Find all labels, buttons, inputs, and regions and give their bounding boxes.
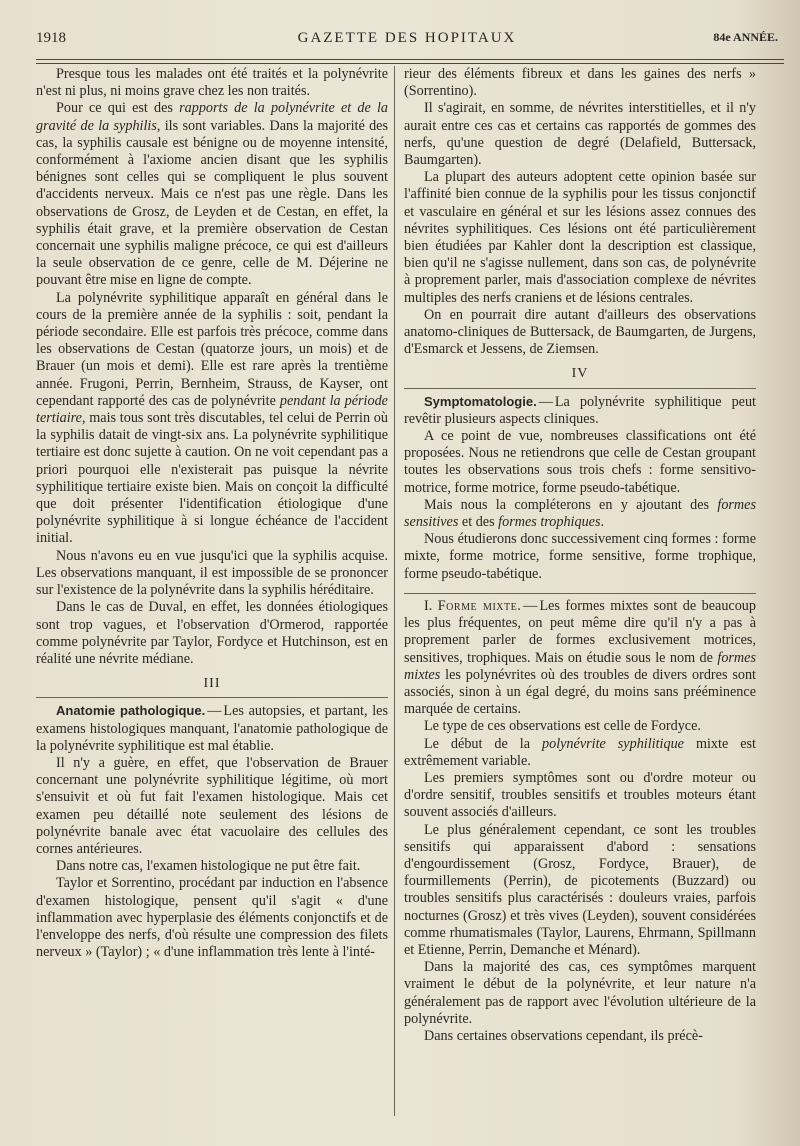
italic-phrase: formes trophiques xyxy=(498,514,601,531)
paragraph: Le type de ces observations est celle de Fordyce. xyxy=(424,718,701,735)
paragraph: Dans notre cas, l'examen histologique ne put être fait. xyxy=(56,858,361,875)
paragraph: Il n'y a guère, en effet, que l'observation de Brauer concernant une polynévrite syphilitique légitime, où mort s'ensuivit et où fut fait l'examen histologique. Mais cet examen peu détaillé note seulement des lésions de polynévrite banale avec état vacuolaire des cellules des cornes antérieures. xyxy=(36,754,388,857)
paragraph: I. Forme mixte. — Les formes mixtes sont de beaucoup les plus fréquentes, on peut même dire qu'il n'y a pas à proprement parler de formes exclusivement motrices, sensitives, trophiques. Mais on étudie sous le nom de formes mixtes les polynévrites où des troubles de divers ordres sont associés, sinon à un égal degré, du moins sans prééminence marquée de certains. xyxy=(404,597,756,718)
paragraph: Nous n'avons eu en vue jusqu'ici que la syphilis acquise. Les observations manquant, il est impossible de se prononcer sur l'existence de la polynévrite dans la syphilis héréditaire. xyxy=(36,547,388,599)
section-rule xyxy=(36,697,388,698)
header-rule-top xyxy=(36,59,784,60)
italic-phrase: formes mixtes xyxy=(404,649,756,683)
paragraph: rieur des éléments fibreux et dans les gaines des nerfs » (Sorrentino). xyxy=(404,66,756,100)
running-header xyxy=(36,30,778,50)
paragraph: Dans le cas de Duval, en effet, les données étiologiques sont trop vagues, et l'observation d'Ormerod, rapportée comme polynévrite par Taylor, Fordyce et Hutchinson, est en réalité une névrite médiane. xyxy=(36,599,388,667)
paragraph: Le plus généralement cependant, ce sont les troubles sensitifs qui apparaissent d'abord : sensations d'engourdissement (Grosz, Fordyce, Brauer), de fourmillements (Perrin), de picotements (Buzzard) ou troubles sensitifs plus caractérisés : douleurs vraies, parfois nocturnes (Grosz) et très vives (Leyden), souvent considérées comme rhumatismales (Taylor, Laurens, Ehrmann, Spillmann et Etienne, Perrin, Demanche et Ménard). xyxy=(404,821,756,958)
left-column xyxy=(36,66,388,961)
italic-phrase: rapports de la polynévrite et de la gravité de la syphilis xyxy=(36,100,388,134)
paragraph: Pour ce qui est des rapports de la polynévrite et de la gravité de la syphilis, ils sont variables. Dans la majorité des cas, la syphilis causale est bénigne ou de moyenne intensité, conformément à l'axiome ancien disant que les syphilis bénignes sont celles qui se compliquent le plus souvent d'accidents nerveux. Mais ce n'est pas une règle. Dans les observations de Grosz, de Leyden et de Cestan, en effet, la syphilis était grave, et la première observation de Cestan concernait une syphilis maligne précoce, ce qui est d'ailleurs la seule observation de ce genre, celle de M. Déjerine ne pouvant être mise en ligne de compte. xyxy=(36,100,388,289)
italic-phrase: pendant la période tertiaire xyxy=(36,392,388,427)
paragraph: Mais nous la compléterons en y ajoutant des formes sensitives et des formes trophiques. xyxy=(404,496,756,531)
paragraph: Les premiers symptômes sont ou d'ordre moteur ou d'ordre sensitif, troubles sensitifs et troubles moteurs étant souvent associés d'ailleurs. xyxy=(404,769,756,821)
section-rule xyxy=(404,388,756,389)
paragraph: Taylor et Sorrentino, procédant par induction en l'absence d'examen histologique, pensent qu'il s'agit « d'une inflammation avec hyperplasie des éléments conjonctifs et de l'enveloppe des nerfs, d'où résulte une compression des filets nerveux » (Taylor) ; « d'une inflammation très lente à l'inté- xyxy=(36,875,388,961)
year-label: 84e ANNÉE. xyxy=(713,30,778,44)
italic-phrase: polynévrite syphilitique xyxy=(542,735,684,752)
section-heading: Anatomie pathologique. xyxy=(56,703,206,719)
paragraph: Dans la majorité des cas, ces symptômes marquent vraiment le début de la polynévrite, et leur nature n'a généralement pas de rapport avec l'évolution ultérieure de la polynévrite. xyxy=(404,959,756,1027)
paragraph: Le début de la polynévrite syphilitique mixte est extrêmement variable. xyxy=(404,735,756,769)
paragraph: La polynévrite syphilitique apparaît en général dans le cours de la première année de la syphilis : soit, pendant la période secondaire. Elle est parfois très précoce, comme dans les observations de Cestan (quatorze jours, un mois) et de Brauer (un mois et demi). Elle est rare après la trentième année. Frugoni, Perrin, Bernheim, Strauss, de Kayser, ont cependant rapporté des cas de polynévrite pendant la période tertiaire, mais tous sont très discutables, tel celui de Perrin où la syphilis datait de vingt-six ans. La polynévrite syphilitique tertiaire est donc sujette à caution. On ne voit cependant pas a priori pourquoi elle n'existerait pas puisque la névrite syphilitique tertiaire existe bien. Mais on conçoit la difficulté que doit présenter l'identification étiologique d'une polynévrite syphilitique à si longue échéance de l'accident initial. xyxy=(36,289,388,547)
header-rule-bottom xyxy=(36,63,784,64)
section-heading: Symptomatologie. xyxy=(424,393,537,409)
paragraph: La plupart des auteurs adoptent cette opinion basée sur l'affinité bien connue de la syphilis pour les tissus conjonctif et vasculaire en général et sur les lésions assez connues des névrites syphilitiques. Ces lésions ont été particulièrement bien étudiées par Kahler dont la description est classique, bien qu'il ne s'agisse nullement, dans son cas, de polynévrite à proprement parler, mais d'association complexe de névrites multiples des nerfs craniens et de lésions centrales. xyxy=(404,169,756,306)
section-number: IV xyxy=(571,366,589,382)
paragraph: Presque tous les malades ont été traités et la polynévrite n'est ni plus, ni moins grave chez les non traités. xyxy=(36,66,388,100)
subsection-number: I. xyxy=(424,597,433,614)
paragraph: Anatomie pathologique. — Les autopsies, et partant, les examens histologiques manquant, l'anatomie pathologique de la polynévrite syphilitique est mal établie. xyxy=(36,703,388,754)
column-divider xyxy=(394,66,395,1116)
paragraph: Symptomatologie. — La polynévrite syphilitique peut revêtir plusieurs aspects cliniques. xyxy=(404,393,756,427)
subsection-heading: Forme mixte. xyxy=(437,597,522,614)
right-column xyxy=(404,66,756,1045)
paragraph: Dans certaines observations cependant, ils précè- xyxy=(424,1027,703,1044)
journal-title: GAZETTE DES HOPITAUX xyxy=(297,30,517,46)
subsection-rule xyxy=(404,593,756,594)
paragraph: Nous étudierons donc successivement cinq formes : forme mixte, forme motrice, forme sensitive, forme trophique, forme pseudo-tabétique. xyxy=(404,531,756,582)
paragraph: A ce point de vue, nombreuses classifications ont été proposées. Nous ne retiendrons que celle de Cestan groupant toutes les observations sous trois chefs : forme sensitivo-motrice, forme motrice, forme pseudo-tabétique. xyxy=(404,428,756,496)
page-number: 1918 xyxy=(36,30,66,46)
italic-phrase: formes sensitives xyxy=(404,496,756,531)
paragraph: On en pourrait dire autant d'ailleurs des observations anatomo-cliniques de Buttersack, de Baumgarten, de Jurgens, d'Esmarck et Jessens, de Ziemsen. xyxy=(404,306,756,358)
paragraph: Il s'agirait, en somme, de névrites interstitielles, et il n'y aurait entre ces cas et certains cas rapportés de gommes des nerfs, qu'une question de degré (Delafield, Buttersack, Baumgarten). xyxy=(404,100,756,169)
section-number: III xyxy=(203,676,221,692)
